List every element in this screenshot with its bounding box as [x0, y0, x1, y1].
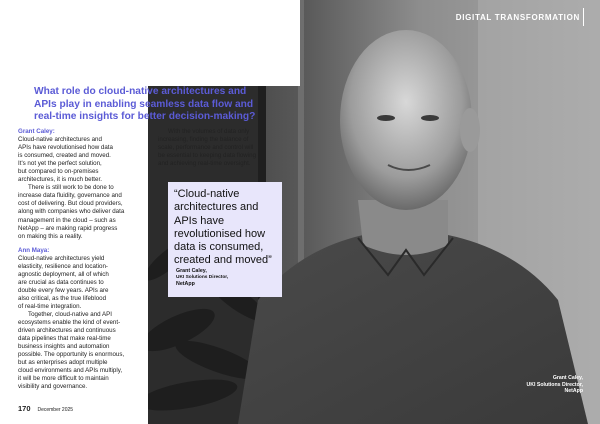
pull-quote-text: “Cloud-native architectures and APIs have revolutionised how data is consumed, created and moved” — [174, 188, 272, 267]
section-rule — [583, 8, 584, 26]
paragraph: Cloud-native architectures and APIs have revolutionised how data is consumed, created and moved. It's not yet the perfect solution, but compared to on-premises architectures, it is much better. — [18, 136, 113, 184]
photo-caption: Grant Caley, UKI Solutions Director, NetApp — [526, 375, 583, 395]
section-label: DIGITAL TRANSFORMATION — [455, 13, 580, 22]
issue-date: December 2025 — [37, 407, 74, 413]
pull-quote-attribution: Grant Caley, UKI Solutions Director, NetApp — [176, 268, 229, 287]
page-number: 170 — [18, 404, 31, 413]
text-column-1 — [18, 128, 146, 392]
page-footer — [18, 404, 73, 413]
paragraph: Cloud-native architectures yield elasticity, resilience and location- agnostic deployment, all of which are crucial as data continues to double every few years. APIs are also critical, as the true lifeblood of real-time integration. — [18, 254, 109, 310]
paragraph: There is still work to be done to increase data fluidity, governance and cost of delivering. But cloud providers, along with companies who deliver data management in the cloud – such as NetApp – are making rapid progress on making this a reality. — [18, 184, 125, 240]
paragraph: With the volumes of data only increasing, finding the balance of scale, performance and control will be essential to keeping data flowing and achieving real-time oversight. — [158, 128, 257, 168]
text-column-2 — [158, 128, 288, 168]
paragraph: Together, cloud-native and API ecosystems enable the kind of event- driven architectures and continuous data pipelines that make real-time business insights and automation possible. The opportunity is enormous, but as enterprises adopt multiple cloud environments and APIs multiply, it will be more difficult to maintain visibility and governance. — [18, 311, 125, 391]
speaker-name: Ann Maya: — [18, 246, 50, 254]
question-heading: What role do cloud-native architectures and APIs play in enabling seamless data flow and real-time insights for better decision-making? — [34, 86, 256, 123]
speaker-name: Grant Caley: — [18, 128, 55, 135]
photo-cutout — [148, 0, 300, 86]
